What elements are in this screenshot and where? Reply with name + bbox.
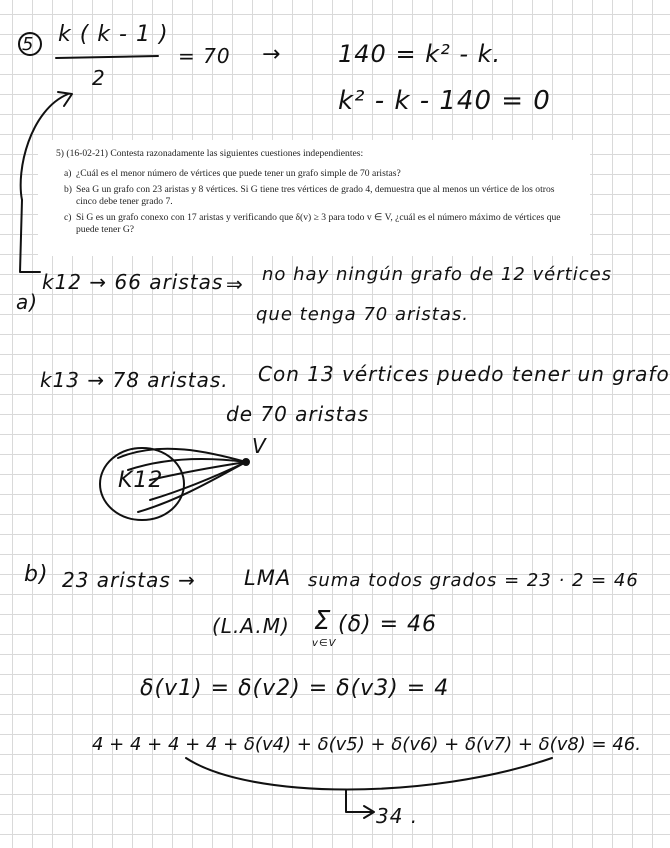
- connector-to-a: [20, 200, 40, 272]
- fraction-bar: [56, 56, 158, 58]
- fraction-numerator: k ( k - 1 ): [58, 22, 169, 47]
- exercise-number: 5: [22, 34, 35, 55]
- k13-text: Con 13 vértices puedo tener un grafo: [258, 362, 670, 386]
- k12-circle: [100, 448, 184, 520]
- drawing-v-label: V: [252, 434, 267, 458]
- exercise-number-circle: [19, 33, 41, 55]
- item-text: Sea G un grafo con 23 aristas y 8 vértices. Si G tiene tres vértices de grado 4, demuestra que al menos un vértice de los otros cinco debe tener grado 7.: [76, 184, 555, 207]
- b-sigma-subscript: v∈V: [312, 638, 337, 649]
- equation-140: 140 = k² - k.: [338, 40, 502, 68]
- underbrace: [186, 758, 552, 790]
- b-sigma: Σ: [314, 606, 332, 636]
- item-label: c): [64, 212, 72, 223]
- item-label: a): [64, 168, 72, 179]
- quadratic-equation: k² - k - 140 = 0: [338, 86, 551, 116]
- conclusion-line-2: que tenga 70 aristas.: [256, 304, 469, 325]
- arrow-right-icon: →: [262, 42, 282, 67]
- conclusion-line-1: no hay ningún grafo de 12 vértices: [262, 264, 613, 285]
- item-text: Si G es un grafo conexo con 17 aristas y verificando que δ(v) ≥ 3 para todo v ∈ V, ¿cuál es el número máximo de vértices que puede tener G?: [76, 212, 561, 235]
- part-b-label: b): [24, 562, 49, 587]
- b-line-1: 23 aristas →: [62, 568, 196, 592]
- curved-connector-arrow: [21, 94, 68, 200]
- equals-70: = 70: [178, 44, 231, 68]
- part-a-label: a): [16, 290, 39, 314]
- item-text: ¿Cuál es el menor número de vértices que puede tener un grafo simple de 70 aristas?: [76, 168, 401, 179]
- fraction-denominator: 2: [92, 66, 106, 90]
- b-lam: (L.A.M): [212, 614, 290, 638]
- item-label: b): [64, 184, 72, 195]
- b-degree-line: δ(v1) = δ(v2) = δ(v3) = 4: [140, 676, 450, 701]
- b-result: 34 .: [376, 804, 419, 828]
- k13-line: k13 → 78 aristas.: [40, 368, 229, 392]
- b-lma: LMA: [244, 566, 292, 590]
- implies-icon: ⇒: [226, 272, 244, 296]
- b-sum-expression: (δ) = 46: [338, 612, 438, 637]
- k13-text-2: de 70 aristas: [226, 402, 370, 426]
- b-long-equation: 4 + 4 + 4 + 4 + δ(v4) + δ(v5) + δ(v6) + δ(v7) + δ(v8) = 46.: [92, 734, 641, 755]
- exercise-statement: 5) (16-02-21) Contesta razonadamente las siguientes cuestiones independientes:: [56, 148, 364, 159]
- b-sum-text: suma todos grados = 23 · 2 = 46: [308, 570, 639, 591]
- drawing-k12-label: K12: [118, 468, 164, 493]
- vertex-v: [243, 459, 249, 465]
- k12-line: k12 → 66 aristas: [42, 270, 224, 294]
